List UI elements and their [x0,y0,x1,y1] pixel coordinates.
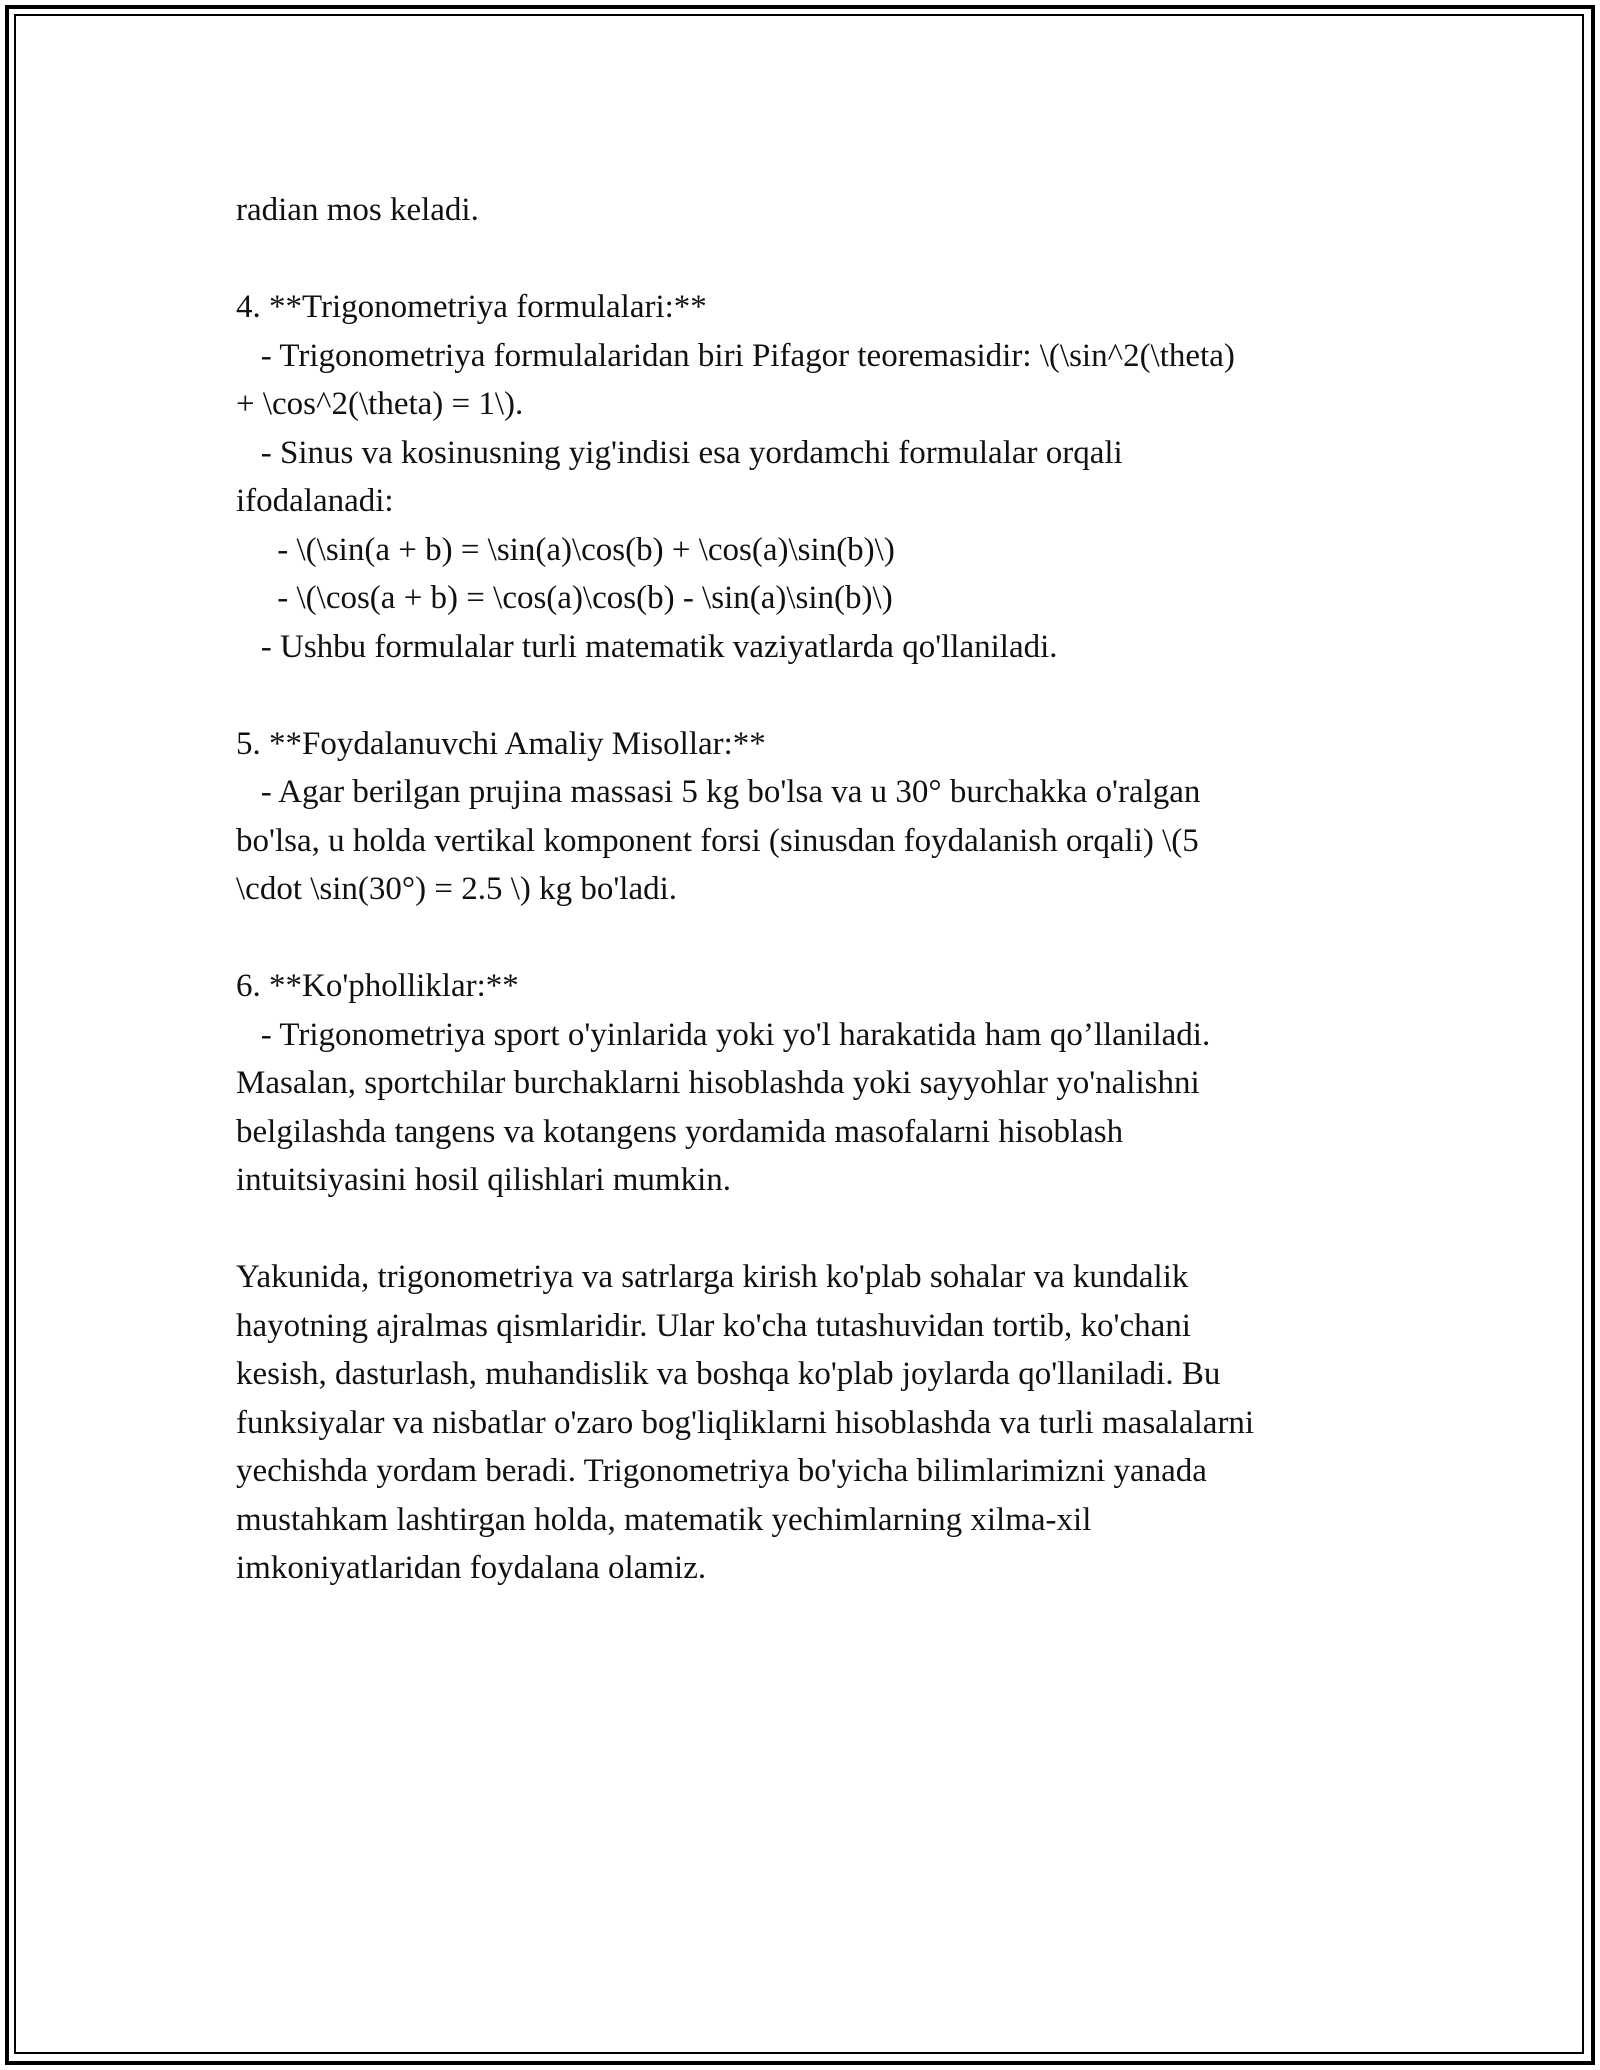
conclusion-line: imkoniyatlaridan foydalana olamiz. [236,1550,707,1586]
text-line: Masalan, sportchilar burchaklarni hisoblashda yoki sayyohlar yo'nalishni [236,1065,1200,1101]
section-heading: 4. **Trigonometriya formulalari:** [236,289,707,325]
conclusion-line: kesish, dasturlash, muhandislik va boshqa ko'plab joylarda qo'llaniladi. Bu [236,1356,1221,1392]
conclusion-line: mustahkam lashtirgan holda, matematik yechimlarning xilma-xil [236,1501,1092,1538]
text-line: - Trigonometriya sport o'yinlarida yoki yo'l harakatida ham qo’llaniladi. [236,1016,1211,1053]
text-line: belgilashda tangens va kotangens yordamida masofalarni hisoblash [236,1113,1124,1150]
text-line: - Sinus va kosinusning yig'indisi esa yordamchi formulalar orqali [236,434,1123,471]
text-line: \cdot \sin(30°) = 2.5 \) kg bo'ladi. [236,871,678,907]
text-line: - Trigonometriya formulalaridan biri Pifagor teoremasidir: \(\sin^2(\theta) [236,337,1235,374]
conclusion-line: hayotning ajralmas qismlaridir. Ular ko'cha tutashuvidan tortib, ko'chani [236,1307,1191,1344]
text-line: ifodalanadi: [236,483,394,519]
section-heading: 6. **Ko'pholliklar:** [236,968,519,1004]
text-line: radian mos keladi. [236,192,479,228]
document-body [236,186,1376,1593]
formula-line: - \(\cos(a + b) = \cos(a)\cos(b) - \sin(a)\sin(b)\) [236,580,893,616]
text-line: bo'lsa, u holda vertikal komponent forsi (sinusdan foydalanish orqali) \(5 [236,822,1199,859]
blank-line [236,671,1376,720]
blank-line [236,235,1376,284]
conclusion-line: yechishda yordam beradi. Trigonometriya bo'yicha bilimlarimizni yanada [236,1453,1207,1489]
conclusion-line: funksiyalar va nisbatlar o'zaro bog'liqliklarni hisoblashda va turli masalalarni [236,1404,1255,1441]
text-line: - Ushbu formulalar turli matematik vaziyatlarda qo'llaniladi. [236,628,1058,665]
text-line: intuitsiyasini hosil qilishlari mumkin. [236,1162,732,1198]
blank-line [236,914,1376,963]
text-line: + \cos^2(\theta) = 1\). [236,386,524,422]
conclusion-line: Yakunida, trigonometriya va satrlarga kirish ko'plab sohalar va kundalik [236,1259,1189,1295]
blank-line [236,1205,1376,1254]
formula-line: - \(\sin(a + b) = \sin(a)\cos(b) + \cos(a)\sin(b)\) [236,531,895,568]
section-heading: 5. **Foydalanuvchi Amaliy Misollar:** [236,725,766,762]
text-line: - Agar berilgan prujina massasi 5 kg bo'lsa va u 30° burchakka o'ralgan [236,774,1201,810]
